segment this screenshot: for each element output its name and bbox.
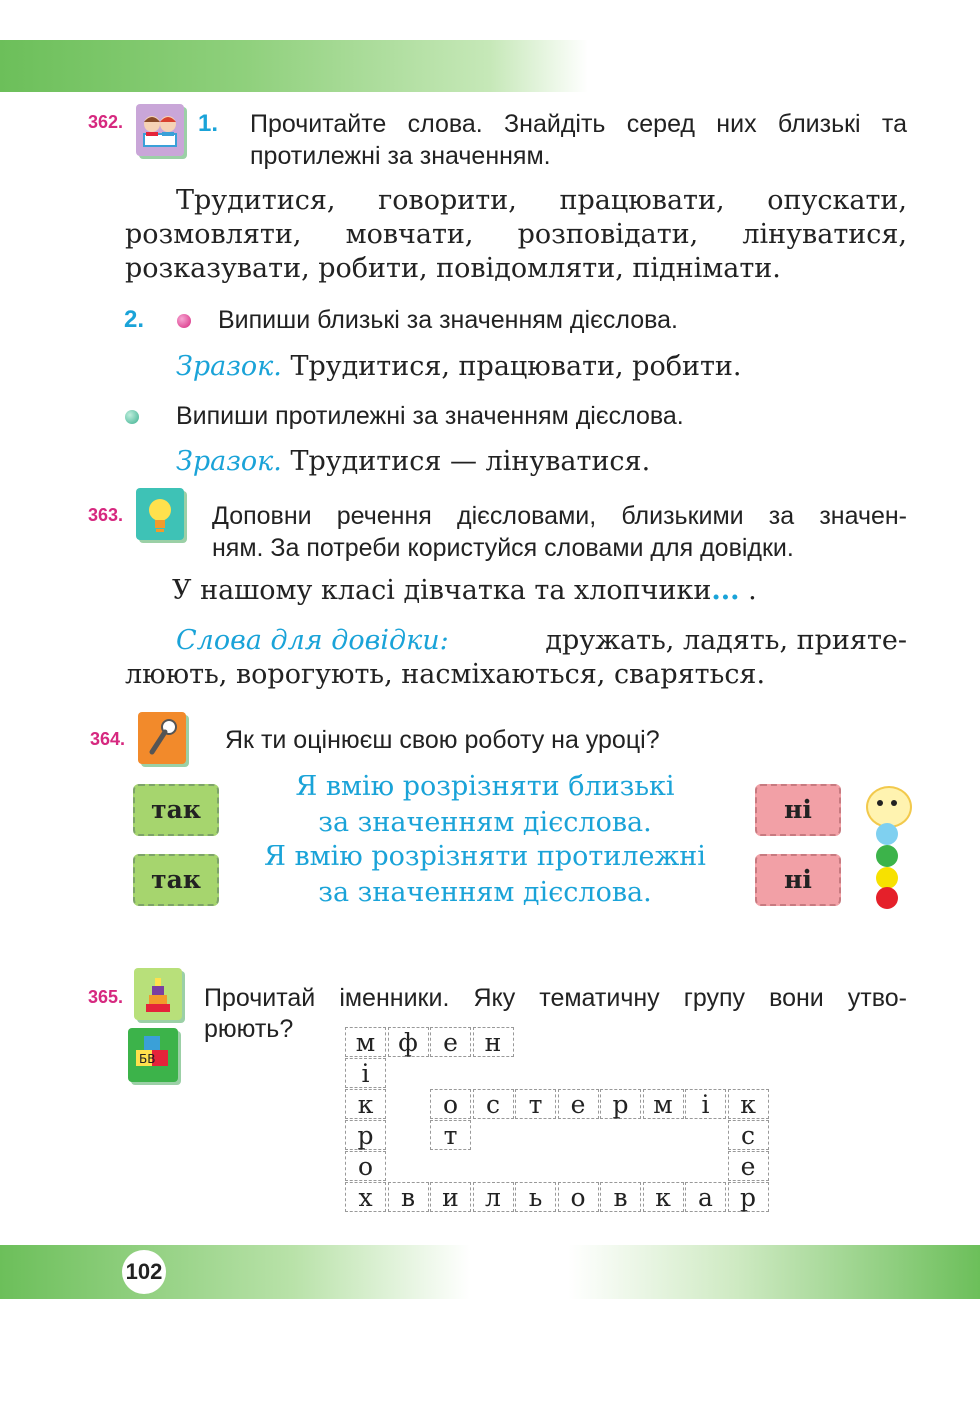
crossword-cell: к [345, 1089, 386, 1119]
microphone-icon [138, 712, 186, 764]
exercise-number-363: 363. [88, 505, 124, 525]
crossword-cell: о [430, 1089, 471, 1119]
no-button-2[interactable]: ні [755, 854, 841, 906]
words-line-1: Трудитися, говорити, працювати, опускати, [176, 185, 907, 216]
sample-1 [176, 350, 741, 384]
statement-1-line2: за значенням дієслова. [318, 807, 652, 838]
crossword-cell: о [558, 1182, 599, 1212]
sample-2 [176, 445, 650, 479]
task-2b-text: Випиши протилежні за значенням дієслова. [176, 402, 684, 430]
words-line-3: розказувати, робити, повідомляти, піднімати. [125, 253, 781, 284]
crossword-cell: р [600, 1089, 641, 1119]
block-letters: БВ [139, 1052, 156, 1066]
sample-2-text: Трудитися — лінуватися. [290, 446, 651, 477]
crossword-cell: р [728, 1182, 769, 1212]
sentence-text: У нашому класі дівчатка та хлопчики [172, 575, 712, 606]
crossword-cell: м [643, 1089, 684, 1119]
crossword-cell: н [473, 1027, 514, 1057]
crossword-cell: т [430, 1120, 471, 1150]
children-reading-icon [136, 104, 184, 156]
crossword-cell: р [345, 1120, 386, 1150]
sentence-ellipsis: ... [711, 575, 740, 606]
statement-1-line1: Я вмію розрізняти близькі [295, 771, 675, 802]
task-2-number: 2. [124, 306, 145, 333]
crossword-cell: в [600, 1182, 641, 1212]
ex363-text-line1: Доповни речення дієсловами, близькими за значен- [212, 502, 907, 530]
statement-2-line2: за значенням дієслова. [318, 877, 652, 908]
alphabet-blocks-icon [128, 1028, 178, 1082]
crossword-cell: а [685, 1182, 726, 1212]
ex363-sentence [172, 574, 757, 608]
yes-button-1[interactable]: так [133, 784, 219, 836]
crossword-cell: і [345, 1058, 386, 1088]
statement-2-line1: Я вмію розрізняти протилежні [264, 841, 706, 872]
crossword-cell: т [515, 1089, 556, 1119]
crossword-cell: с [473, 1089, 514, 1119]
help-words-line1: дружать, ладять, прияте- [545, 625, 907, 656]
exercise-number-365: 365. [88, 987, 124, 1007]
crossword-cell: и [430, 1182, 471, 1212]
crossword-cell: с [728, 1120, 769, 1150]
exercise-number-362: 362. [88, 112, 124, 132]
sentence-end: . [748, 575, 757, 606]
task-1-number: 1. [198, 110, 219, 137]
exercise-number-364: 364. [90, 729, 126, 749]
top-green-band [0, 40, 980, 92]
no-button-1[interactable]: ні [755, 784, 841, 836]
crossword-cell: к [728, 1089, 769, 1119]
sample-label: Зразок. [176, 446, 282, 477]
toy-pyramid-icon [134, 968, 182, 1020]
words-line-2: розмовляти, мовчати, розповідати, лінуватися, [125, 219, 907, 250]
crossword-cell: к [643, 1182, 684, 1212]
crossword-cell: е [430, 1027, 471, 1057]
green-dot-icon [125, 410, 139, 424]
yes-button-2[interactable]: так [133, 854, 219, 906]
pink-dot-icon [177, 314, 191, 328]
crossword-cell: ь [515, 1182, 556, 1212]
lightbulb-icon [136, 488, 184, 540]
crossword-cell: е [728, 1151, 769, 1181]
help-label: Слова для довідки: [176, 625, 449, 656]
ex365-text-line2: рюють? [204, 1015, 294, 1043]
ex365-text-line1: Прочитай іменники. Яку тематичну групу вони утво- [204, 984, 907, 1012]
crossword-cell: е [558, 1089, 599, 1119]
crossword-cell: ф [388, 1027, 429, 1057]
task-1-text-line2: протилежні за значенням. [250, 142, 551, 170]
crossword-cell: л [473, 1182, 514, 1212]
page-number: 102 [122, 1250, 166, 1294]
help-line-1 [176, 624, 907, 658]
help-words-line2: люють, ворогують, насміхаються, сваряться. [125, 659, 766, 690]
task-2a-text: Випиши близькі за значенням дієслова. [218, 306, 678, 334]
crossword-cell: о [345, 1151, 386, 1181]
task-1-text-line1: Прочитайте слова. Знайдіть серед них близькі та [250, 110, 907, 138]
sample-label: Зразок. [176, 351, 282, 382]
crossword-cell: м [345, 1027, 386, 1057]
ex363-text-line2: ням. За потреби користуйся словами для довідки. [212, 534, 794, 562]
crossword-cell: х [345, 1182, 386, 1212]
crossword-cell: в [388, 1182, 429, 1212]
ex364-question: Як ти оцінюєш свою роботу на уроці? [225, 726, 660, 754]
crossword-cell: і [685, 1089, 726, 1119]
sample-1-text: Трудитися, працювати, робити. [290, 351, 742, 382]
